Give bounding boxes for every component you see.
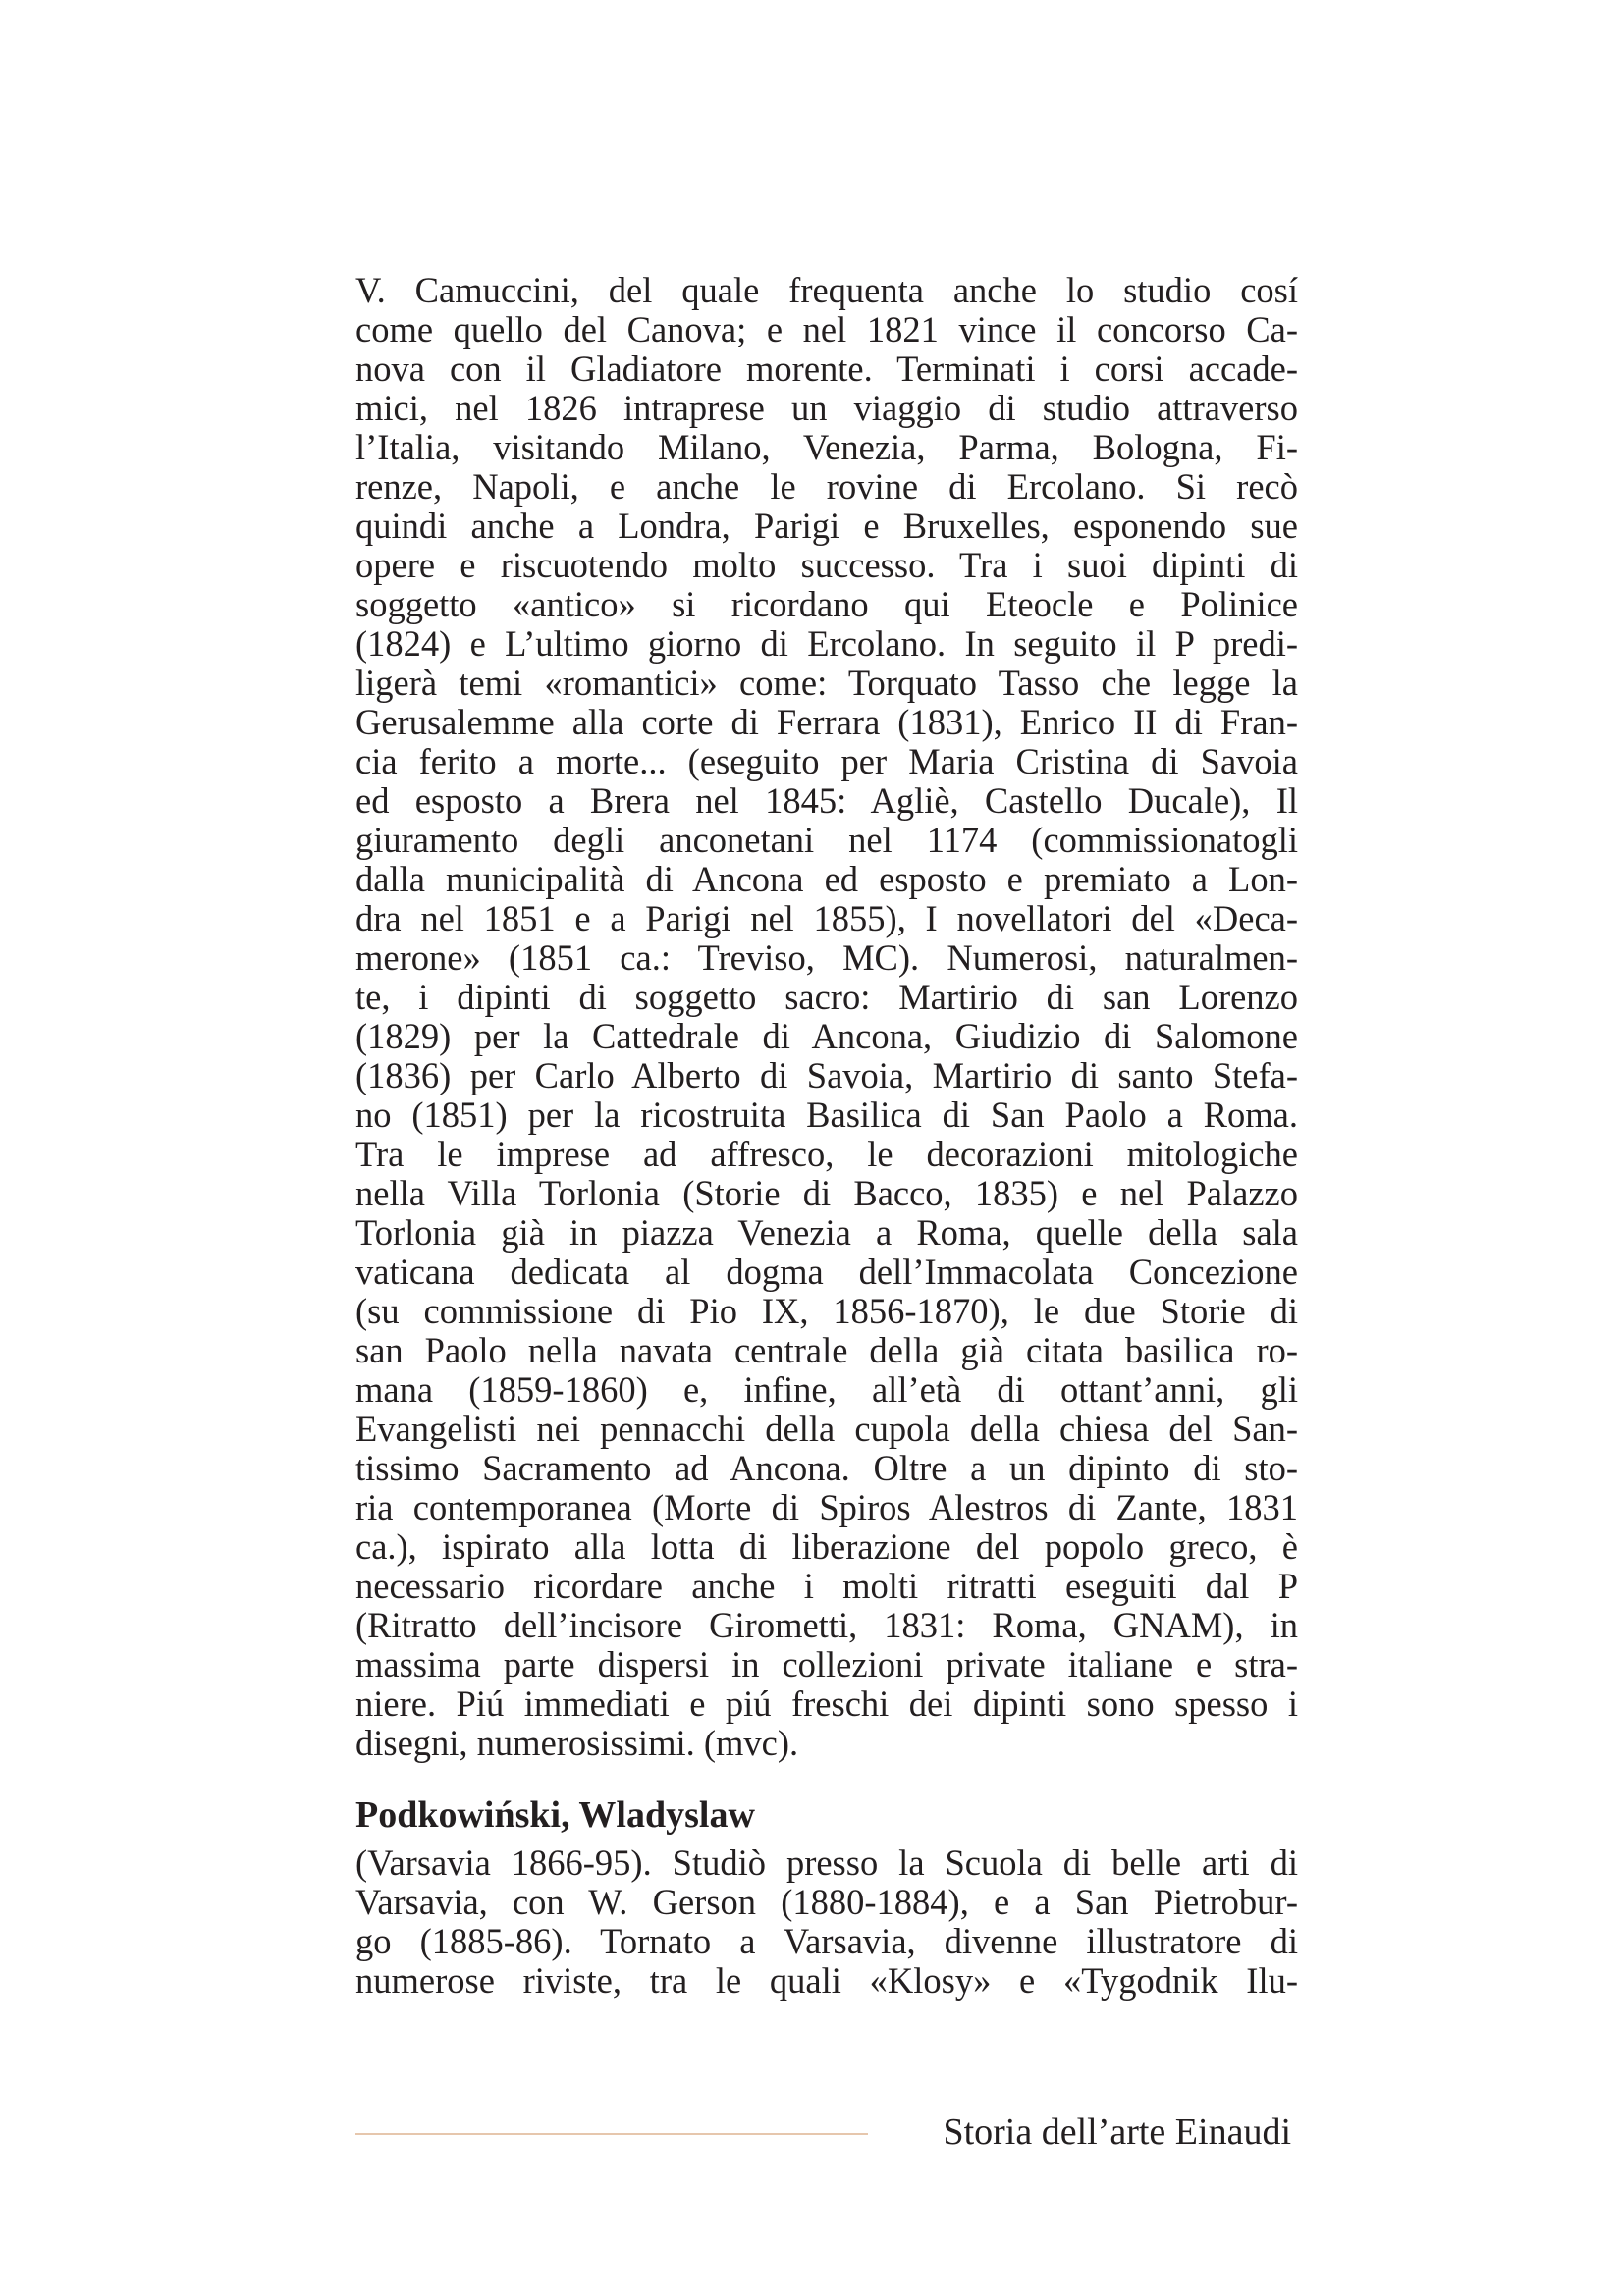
text-line: (Ritratto dell’incisore Girometti, 1831: Roma, GNAM), in xyxy=(355,1605,1298,1645)
text-line: mana (1859-1860) e, infine, all’età di ottant’anni, gli xyxy=(355,1369,1298,1410)
text-line: disegni, numerosissimi. (mvc). xyxy=(355,1723,799,1763)
text-line: renze, Napoli, e anche le rovine di Ercolano. Si recò xyxy=(355,466,1298,507)
text-line: Varsavia, con W. Gerson (1880-1884), e a San Pietrobur- xyxy=(355,1882,1298,1922)
text-line: dra nel 1851 e a Parigi nel 1855), I novellatori del «Deca- xyxy=(355,898,1298,938)
text-line: Evangelisti nei pennacchi della cupola della chiesa del San- xyxy=(355,1409,1298,1449)
text-line: tissimo Sacramento ad Ancona. Oltre a un dipinto di sto- xyxy=(355,1448,1298,1488)
text-line: cia ferito a morte... (eseguito per Maria Cristina di Savoia xyxy=(355,741,1298,781)
entry-text-block xyxy=(355,1843,1298,2001)
text-line: (1829) per la Cattedrale di Ancona, Giudizio di Salomone xyxy=(355,1016,1298,1056)
text-line: (1824) e L’ultimo giorno di Ercolano. In seguito il P predi- xyxy=(355,623,1298,664)
text-line: (Varsavia 1866-95). Studiò presso la Scuola di belle arti di xyxy=(355,1842,1298,1883)
text-line: no (1851) per la ricostruita Basilica di San Paolo a Roma. xyxy=(355,1095,1298,1135)
text-line: dalla municipalità di Ancona ed esposto e premiato a Lon- xyxy=(355,859,1298,899)
text-line: (su commissione di Pio IX, 1856-1870), le due Storie di xyxy=(355,1291,1298,1331)
footer-publication-title: Storia dell’arte Einaudi xyxy=(943,2111,1291,2153)
text-line: ligerà temi «romantici» come: Torquato Tasso che legge la xyxy=(355,663,1298,703)
entry-heading: Podkowiński, Wladyslaw xyxy=(355,1794,755,1836)
text-line: opere e riscuotendo molto successo. Tra i suoi dipinti di xyxy=(355,545,1298,585)
text-line: merone» (1851 ca.: Treviso, MC). Numerosi, naturalmen- xyxy=(355,937,1298,978)
text-line: giuramento degli anconetani nel 1174 (commissionatogli xyxy=(355,820,1298,860)
text-line: (1836) per Carlo Alberto di Savoia, Martirio di santo Stefa- xyxy=(355,1055,1298,1095)
text-line: te, i dipinti di soggetto sacro: Martirio di san Lorenzo xyxy=(355,977,1298,1017)
text-line: ria contemporanea (Morte di Spiros Alestros di Zante, 1831 xyxy=(355,1487,1298,1527)
text-line: nella Villa Torlonia (Storie di Bacco, 1835) e nel Palazzo xyxy=(355,1173,1298,1213)
text-line: l’Italia, visitando Milano, Venezia, Parma, Bologna, Fi- xyxy=(355,427,1298,467)
main-text-block xyxy=(355,271,1298,1763)
text-line: Gerusalemme alla corte di Ferrara (1831), Enrico II di Fran- xyxy=(355,702,1298,742)
text-line: ed esposto a Brera nel 1845: Agliè, Castello Ducale), Il xyxy=(355,780,1298,821)
text-line: mici, nel 1826 intraprese un viaggio di studio attraverso xyxy=(355,388,1298,428)
text-line: quindi anche a Londra, Parigi e Bruxelles, esponendo sue xyxy=(355,506,1298,546)
text-line: soggetto «antico» si ricordano qui Eteocle e Polinice xyxy=(355,584,1298,624)
text-line: niere. Piú immediati e piú freschi dei dipinti sono spesso i xyxy=(355,1683,1298,1724)
text-line: Torlonia già in piazza Venezia a Roma, quelle della sala xyxy=(355,1212,1298,1253)
text-line: necessario ricordare anche i molti ritratti eseguiti dal P xyxy=(355,1566,1298,1606)
text-line: san Paolo nella navata centrale della già citata basilica ro- xyxy=(355,1330,1298,1370)
text-line: ca.), ispirato alla lotta di liberazione del popolo greco, è xyxy=(355,1526,1298,1567)
text-line: go (1885-86). Tornato a Varsavia, divenne illustratore di xyxy=(355,1921,1298,1961)
text-line: numerose riviste, tra le quali «Klosy» e «Tygodnik Ilu- xyxy=(355,1960,1298,2001)
text-line: vaticana dedicata al dogma dell’Immacolata Concezione xyxy=(355,1252,1298,1292)
text-line: Tra le imprese ad affresco, le decorazioni mitologiche xyxy=(355,1134,1298,1174)
text-line: nova con il Gladiatore morente. Terminati i corsi accade- xyxy=(355,348,1298,389)
text-line: V. Camuccini, del quale frequenta anche lo studio cosí xyxy=(355,270,1298,310)
text-line: massima parte dispersi in collezioni private italiane e stra- xyxy=(355,1644,1298,1684)
text-line: come quello del Canova; e nel 1821 vince il concorso Ca- xyxy=(355,309,1298,349)
footer-divider xyxy=(355,2133,868,2135)
